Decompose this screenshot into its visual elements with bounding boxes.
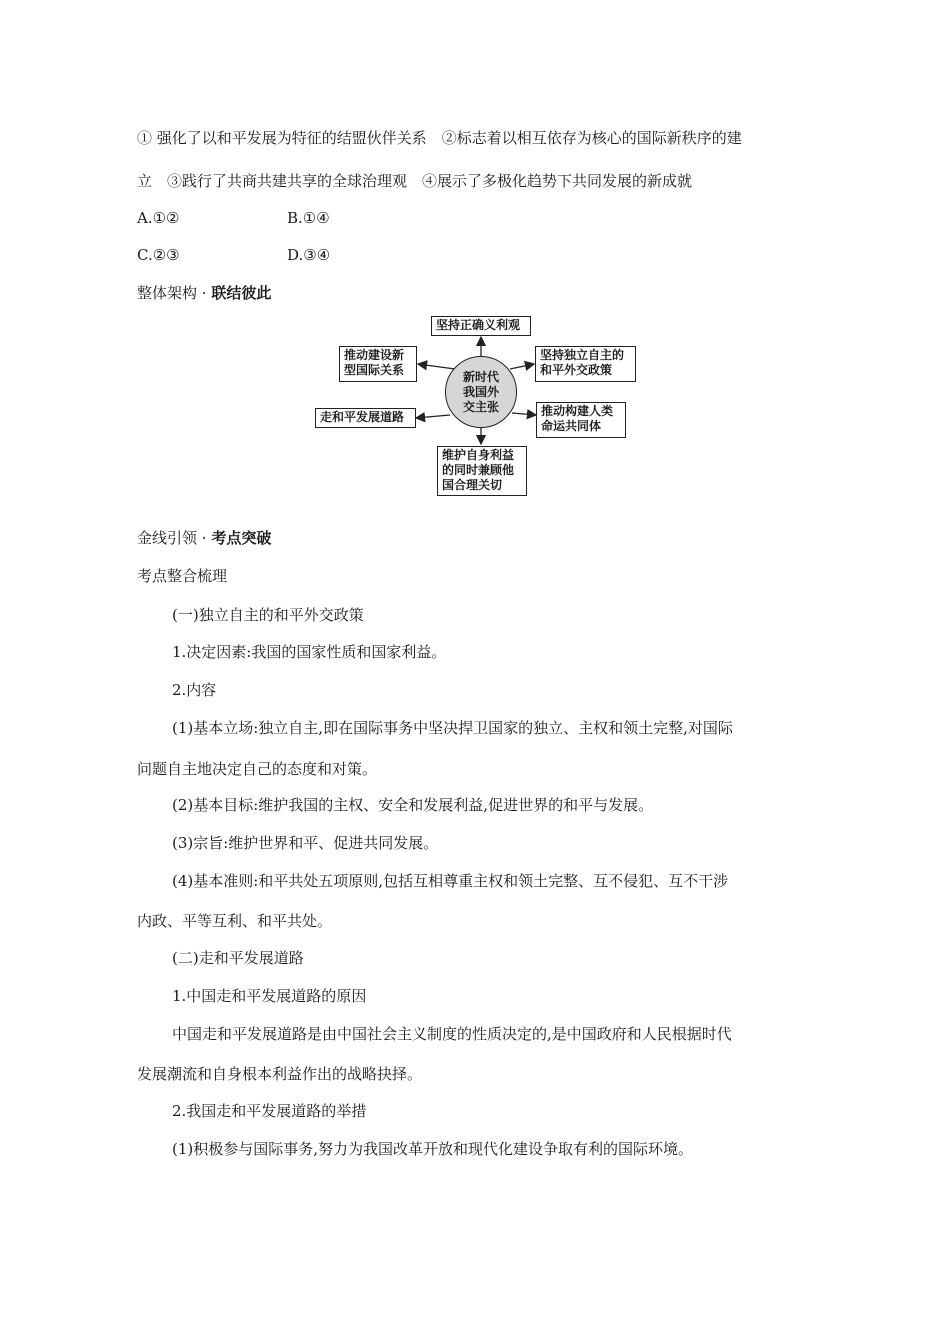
- section-title: 联结彼此: [211, 284, 272, 302]
- option-a: A.①②: [137, 209, 180, 227]
- option-c: C.②③: [137, 246, 180, 264]
- content-p3: 2.内容: [172, 681, 217, 699]
- arrow-upper-right: [510, 364, 534, 369]
- option-b: B.①④: [287, 209, 330, 227]
- diagram-box-upper-right: 坚持独立自主的和平外交政策: [535, 346, 636, 382]
- diagram-box-top: 坚持正确义利观: [431, 316, 531, 336]
- subheading: 考点整合梳理: [137, 567, 228, 585]
- diagram-center-circle: [445, 356, 517, 428]
- diagram-box-bottom: 维护自身利益的同时兼顾他国合理关切: [437, 446, 527, 496]
- section-prefix: 金线引领 ·: [137, 529, 212, 547]
- question-line-2: 立 ③践行了共商共建共享的全球治理观 ④展示了多极化趋势下共同发展的新成就: [137, 172, 693, 190]
- content-p9: 1.中国走和平发展道路的原因: [172, 987, 367, 1005]
- diagram-center-label: 新时代我国外交主张: [462, 369, 499, 414]
- content-p10b: 发展潮流和自身根本利益作出的战略抉择。: [137, 1065, 423, 1083]
- arrow-upper-left: [418, 364, 455, 369]
- content-p7b: 内政、平等互利、和平共处。: [137, 912, 333, 930]
- content-p8: (二)走和平发展道路: [172, 949, 304, 967]
- section-title: 考点突破: [211, 529, 272, 547]
- content-p7a: (4)基本准则:和平共处五项原则,包括互相尊重主权和领土完整、互不侵犯、互不干涉: [172, 872, 729, 890]
- diagram-connectors: [0, 0, 950, 520]
- content-p5: (2)基本目标:维护我国的主权、安全和发展利益,促进世界的和平与发展。: [172, 796, 654, 814]
- content-p4b: 问题自主地决定自己的态度和对策。: [137, 760, 378, 778]
- diagram-box-left: 走和平发展道路: [315, 408, 416, 428]
- content-p11: 2.我国走和平发展道路的举措: [172, 1102, 367, 1120]
- question-line-1: ① 强化了以和平发展为特征的结盟伙伴关系 ②标志着以相互依存为核心的国际新秩序的建: [137, 129, 742, 147]
- arrow-left: [416, 415, 450, 418]
- section-prefix: 整体架构 ·: [137, 284, 212, 302]
- content-p10a: 中国走和平发展道路是由中国社会主义制度的性质决定的,是中国政府和人民根据时代: [172, 1025, 732, 1043]
- arrow-right: [512, 413, 536, 415]
- content-p2: 1.决定因素:我国的国家性质和国家利益。: [172, 643, 447, 661]
- section-heading-breakthrough: [137, 528, 271, 548]
- content-p4a: (1)基本立场:独立自主,即在国际事务中坚决捍卫国家的独立、主权和领土完整,对国际: [172, 719, 733, 737]
- content-p1: (一)独立自主的和平外交政策: [172, 606, 364, 624]
- option-d: D.③④: [287, 246, 331, 264]
- content-p6: (3)宗旨:维护世界和平、促进共同发展。: [172, 834, 439, 852]
- diagram-box-right: 推动构建人类命运共同体: [536, 402, 626, 438]
- content-p12: (1)积极参与国际事务,努力为我国改革开放和现代化建设争取有利的国际环境。: [172, 1140, 694, 1158]
- diagram-box-upper-left: 推动建设新型国际关系: [339, 346, 417, 382]
